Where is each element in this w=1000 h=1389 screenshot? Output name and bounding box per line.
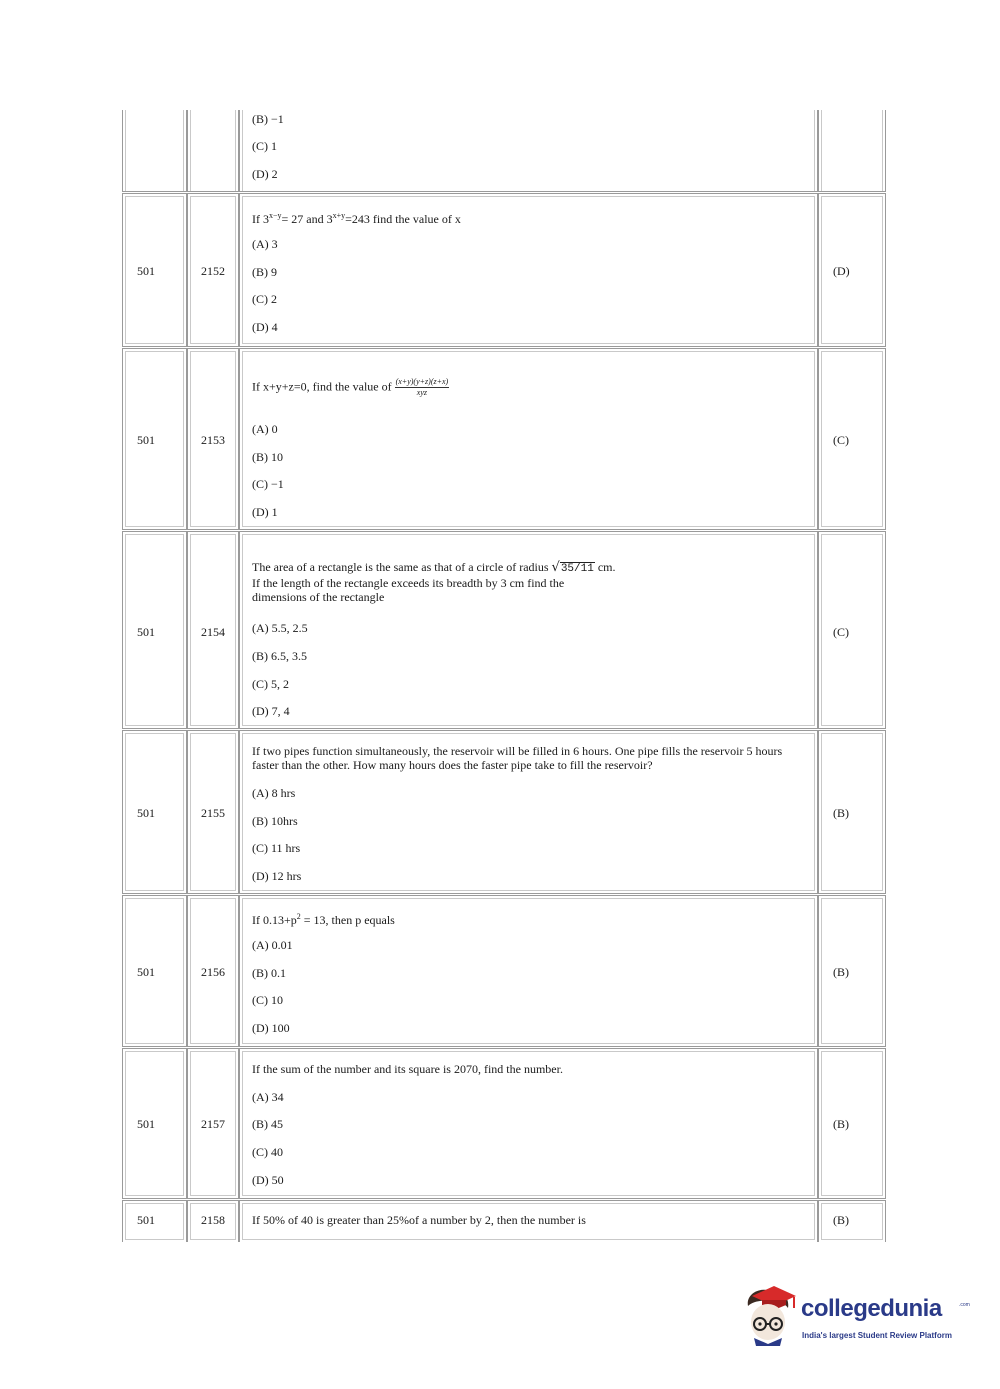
question-text: If $0.13+p^2 = 13$, then p equals bbox=[252, 912, 395, 927]
option-b: (B) 9 bbox=[252, 265, 277, 279]
table-row bbox=[122, 1200, 886, 1242]
option-c: (C) 5, 2 bbox=[252, 677, 289, 691]
option-c: (C) 2 bbox=[252, 292, 277, 306]
answer-cell bbox=[818, 895, 886, 1047]
paper-code-cell bbox=[122, 730, 187, 894]
question-cell bbox=[239, 193, 818, 347]
option-c: (C) 1 bbox=[252, 139, 277, 153]
paper-code-cell bbox=[122, 1200, 187, 1242]
paper-code: 501 bbox=[137, 965, 155, 979]
paper-code: 501 bbox=[137, 806, 155, 820]
answer-cell bbox=[818, 531, 886, 729]
option-c: (C) 40 bbox=[252, 1145, 283, 1159]
question-id: 2152 bbox=[201, 264, 225, 278]
option-d: (D) 2 bbox=[252, 167, 278, 181]
question-cell bbox=[239, 730, 818, 894]
question-id: 2158 bbox=[201, 1213, 225, 1227]
paper-code-cell bbox=[122, 348, 187, 530]
answer-key: (C) bbox=[833, 433, 849, 447]
option-a: (A) 5.5, 2.5 bbox=[252, 621, 308, 635]
option-a: (A) 8 hrs bbox=[252, 786, 296, 800]
option-d: (D) 4 bbox=[252, 320, 278, 334]
table-row bbox=[122, 348, 886, 530]
answer-key: (D) bbox=[833, 264, 850, 278]
paper-code-cell bbox=[122, 895, 187, 1047]
option-d: (D) 7, 4 bbox=[252, 704, 290, 718]
table-row bbox=[122, 1048, 886, 1199]
question-text: If x+y+z=0, find the value of $\frac{(x+y)(y+z)(z+x)}{\text{xyz}}$ bbox=[252, 377, 449, 397]
question-id: 2156 bbox=[201, 965, 225, 979]
question-text: The area of a rectangle is the same as that of a circle of radius √35/11 cm. If the length of the rectangle exceeds its breadth by 3 cm find the dimensions of the rectangle bbox=[252, 560, 616, 604]
option-c: (C) −1 bbox=[252, 477, 284, 491]
question-id-cell bbox=[187, 1200, 239, 1242]
answer-key: (B) bbox=[833, 1117, 849, 1131]
question-text: If 50% of 40 is greater than 25%of a number by 2, then the number is bbox=[252, 1213, 586, 1227]
option-a: (A) 34 bbox=[252, 1090, 284, 1104]
table-row bbox=[122, 110, 886, 192]
brand-tagline: India's largest Student Review Platform bbox=[802, 1331, 952, 1340]
question-cell bbox=[239, 1200, 818, 1242]
paper-code: 501 bbox=[137, 1213, 155, 1227]
question-cell bbox=[239, 348, 818, 530]
option-d: (D) 50 bbox=[252, 1173, 284, 1187]
option-d: (D) 100 bbox=[252, 1021, 290, 1035]
paper-code: 501 bbox=[137, 625, 155, 639]
question-id: 2157 bbox=[201, 1117, 225, 1131]
answer-cell bbox=[818, 1200, 886, 1242]
table-row bbox=[122, 730, 886, 894]
question-id: 2155 bbox=[201, 806, 225, 820]
answer-cell bbox=[818, 348, 886, 530]
paper-code-cell bbox=[122, 1048, 187, 1199]
option-d: (D) 12 hrs bbox=[252, 869, 302, 883]
option-b: (B) 45 bbox=[252, 1117, 283, 1131]
answer-key: (B) bbox=[833, 806, 849, 820]
answer-cell bbox=[818, 1048, 886, 1199]
option-b: (B) 6.5, 3.5 bbox=[252, 649, 307, 663]
option-c: (C) 11 hrs bbox=[252, 841, 301, 855]
graduate-mascot-icon bbox=[740, 1284, 800, 1350]
paper-code-cell bbox=[122, 531, 187, 729]
fraction-expression: $\frac{(x+y)(y+z)(z+x)}{\text{xyz}}$ bbox=[395, 377, 449, 397]
paper-code: 501 bbox=[137, 264, 155, 278]
option-b: (B) 0.1 bbox=[252, 966, 286, 980]
answer-cell bbox=[818, 193, 886, 347]
brand-suffix: .com bbox=[959, 1302, 970, 1308]
option-a: (A) 0 bbox=[252, 422, 278, 436]
question-table bbox=[122, 110, 886, 1242]
square-root: √35/11 bbox=[551, 560, 594, 575]
paper-code: 501 bbox=[137, 1117, 155, 1131]
question-cell bbox=[239, 531, 818, 729]
paper-code-cell bbox=[122, 110, 187, 192]
question-id: 2154 bbox=[201, 625, 225, 639]
question-id-cell bbox=[187, 531, 239, 729]
table-row bbox=[122, 531, 886, 729]
option-b: (B) 10 bbox=[252, 450, 283, 464]
question-cell bbox=[239, 895, 818, 1047]
question-id-cell bbox=[187, 193, 239, 347]
option-d: (D) 1 bbox=[252, 505, 278, 519]
option-b: (B) 10hrs bbox=[252, 814, 298, 828]
option-a: (A) 0.01 bbox=[252, 938, 293, 952]
answer-key: (B) bbox=[833, 1213, 849, 1227]
collegedunia-logo[interactable] bbox=[740, 1284, 970, 1354]
question-text: If two pipes function simultaneously, the reservoir will be filled in 6 hours. One pipe fills the reservoir 5 hours faster than the other. How many hours does the faster pipe take to fill the reservoir? bbox=[252, 744, 783, 772]
paper-code: 501 bbox=[137, 433, 155, 447]
question-id-cell bbox=[187, 348, 239, 530]
option-a: (A) 3 bbox=[252, 237, 278, 251]
question-text: If the sum of the number and its square is 2070, find the number. bbox=[252, 1062, 563, 1076]
question-cell bbox=[239, 1048, 818, 1199]
question-id-cell bbox=[187, 895, 239, 1047]
paper-code-cell bbox=[122, 193, 187, 347]
question-id-cell bbox=[187, 1048, 239, 1199]
answer-key: (C) bbox=[833, 625, 849, 639]
question-id-cell bbox=[187, 110, 239, 192]
question-id-cell bbox=[187, 730, 239, 894]
table-row bbox=[122, 895, 886, 1047]
question-id: 2153 bbox=[201, 433, 225, 447]
answer-key: (B) bbox=[833, 965, 849, 979]
question-cell bbox=[239, 110, 818, 192]
option-b: (B) −1 bbox=[252, 112, 284, 126]
option-c: (C) 10 bbox=[252, 993, 283, 1007]
answer-cell bbox=[818, 730, 886, 894]
question-text: If $3^{x-y}= 27$ and $3^{x+y}=243$ find the value of x bbox=[252, 211, 461, 226]
brand-name: collegedunia bbox=[801, 1295, 942, 1322]
answer-cell bbox=[818, 110, 886, 192]
table-row bbox=[122, 193, 886, 347]
